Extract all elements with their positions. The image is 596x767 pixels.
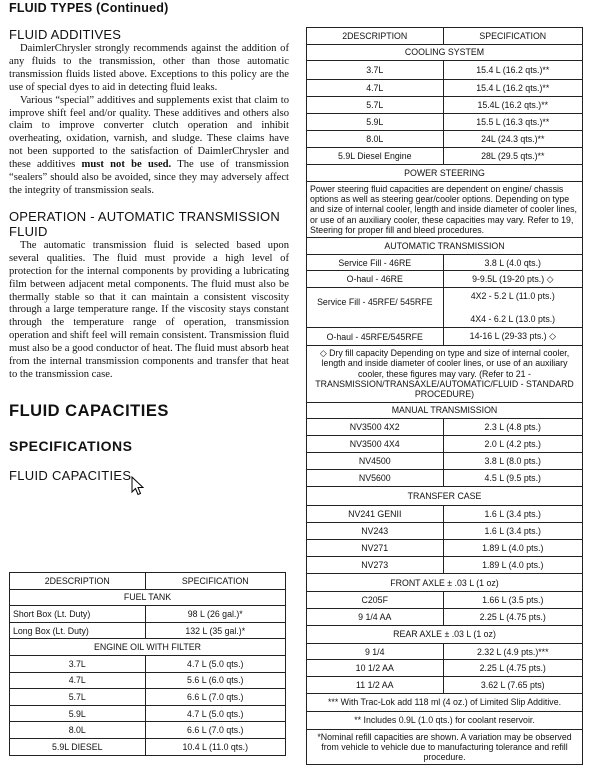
cell-description: 10 1/2 AA [307, 660, 444, 677]
cell-description: 9 1/4 [307, 643, 444, 660]
diamond-icon: ◇ [549, 331, 556, 342]
section-row-engine-oil [10, 639, 286, 656]
cell-specification [443, 271, 583, 288]
table-row [307, 254, 583, 271]
table-row [10, 705, 286, 722]
section-label: MANUAL TRANSMISSION [307, 402, 583, 419]
cell-description: NV3500 4X2 [307, 419, 444, 436]
column-header-description: 2DESCRIPTION [10, 573, 146, 590]
table-row [10, 672, 286, 689]
cell-description: 5.7L [10, 689, 146, 706]
cell-description: NV243 [307, 523, 444, 540]
spec-text-4x2: 4X2 - 5.2 L (11.0 pts.) [470, 291, 555, 302]
right-capacities-table [306, 27, 583, 765]
cell-specification: 2.25 L (4.75 pts.) [443, 608, 583, 625]
table-row [307, 97, 583, 114]
cell-description: 4.7L [307, 80, 444, 97]
cell-specification: 2.25 L (4.75 pts.) [443, 660, 583, 677]
cell-description: O-haul - 46RE [307, 271, 444, 288]
table-row [307, 328, 583, 346]
footnote-row [307, 711, 583, 729]
section-label: FRONT AXLE ± .03 L (1 oz) [307, 574, 583, 592]
section-label: TRANSFER CASE [307, 487, 583, 506]
footnote-row [307, 729, 583, 765]
table-header-row [307, 28, 583, 45]
left-capacities-table [9, 572, 286, 756]
cell-description: NV241 GENII [307, 506, 444, 523]
section-row-power-steering [307, 165, 583, 182]
table-row [307, 557, 583, 574]
table-row [307, 676, 583, 693]
cell-specification: 4.7 L (5.0 qts.) [145, 705, 286, 722]
table-row [307, 288, 583, 328]
cell-description: 3.7L [10, 655, 146, 672]
table-row [307, 540, 583, 557]
cell-specification: 1.89 L (4.0 pts.) [443, 557, 583, 574]
cell-description: 5.9L Diesel Engine [307, 148, 444, 165]
cell-specification: 6.6 L (7.0 qts.) [145, 722, 286, 739]
right-column [306, 27, 583, 765]
table-row [307, 523, 583, 540]
section-row-fuel-tank [10, 589, 286, 606]
operation-heading: OPERATION - AUTOMATIC TRANSMISSION FLUID [9, 208, 280, 239]
section-label: ENGINE OIL WITH FILTER [10, 639, 286, 656]
section-label: FUEL TANK [10, 589, 286, 606]
cell-description: Long Box (Lt. Duty) [10, 622, 146, 639]
cell-specification: 15.4L (16.2 qts.)** [443, 97, 583, 114]
table-row [10, 689, 286, 706]
power-steering-note-row [307, 181, 583, 237]
cell-specification: 15.4 L (16.2 qts.)** [443, 61, 583, 80]
footnote-row [307, 693, 583, 711]
column-header-description: 2DESCRIPTION [307, 28, 444, 45]
cell-specification: 15.4 L (16.2 qts.)** [443, 80, 583, 97]
table-row [307, 643, 583, 660]
table-header-row [10, 573, 286, 590]
cell-specification: 1.66 L (3.5 pts.) [443, 592, 583, 609]
section-label: COOLING SYSTEM [307, 44, 583, 61]
table-row [307, 470, 583, 487]
cell-description: 5.9L [10, 705, 146, 722]
cell-specification: 6.6 L (7.0 qts.) [145, 689, 286, 706]
specifications-heading: SPECIFICATIONS [9, 437, 133, 454]
cell-specification: 3.62 L (7.65 pts) [443, 676, 583, 693]
cell-description: 5.9L [307, 114, 444, 131]
section-row-transfer-case [307, 487, 583, 506]
table-row [307, 608, 583, 625]
section-row-cooling-system [307, 44, 583, 61]
cell-description: O-haul - 45RFE/545RFE [307, 328, 444, 346]
cell-description: 8.0L [10, 722, 146, 739]
additives-paragraph-2 [9, 95, 289, 198]
cell-specification: 24L (24.3 qts.)** [443, 131, 583, 148]
diamond-icon: ◇ [546, 273, 554, 284]
footnote-single-star: *Nominal refill capacities are shown. A variation may be observed from vehicle to vehicle due to manufacturing tolerance and refill procedure. [307, 729, 583, 765]
table-row [307, 592, 583, 609]
left-column [9, 0, 289, 483]
cell-specification: 1.6 L (3.4 pts.) [443, 523, 583, 540]
cell-description: 4.7L [10, 672, 146, 689]
cell-description: NV273 [307, 557, 444, 574]
table-row [307, 271, 583, 288]
fluid-additives-heading: FLUID ADDITIVES [9, 27, 122, 42]
table-row [307, 80, 583, 97]
fluid-capacities-subheading: FLUID CAPACITIES [9, 467, 132, 483]
section-label: REAR AXLE ± .03 L (1 oz) [307, 625, 583, 643]
cell-specification: 15.5 L (16.3 qts.)** [443, 114, 583, 131]
diamond-icon: ◇ [319, 348, 327, 359]
cell-specification: 2.0 L (4.2 pts.) [443, 436, 583, 453]
section-row-front-axle [307, 574, 583, 592]
cell-specification: 3.8 L (4.0 qts.) [443, 254, 583, 271]
table-row [10, 606, 286, 623]
table-row [10, 738, 286, 755]
section-label: POWER STEERING [307, 165, 583, 182]
cell-specification: 132 L (35 gal.)* [145, 622, 286, 639]
note-text: Dry fill capacity Depending on type and size of internal cooler, length and inside diameter of cooler lines, or use of an auxiliary cooler, these figures may vary. (Refer to 21 - TRANSMISSION/TRANSAXLE/AUTOMATIC/FLUID - STANDARD PROCEDURE) [315, 348, 574, 400]
cell-description: 5.9L DIESEL [10, 738, 146, 755]
table-row [307, 131, 583, 148]
cell-description: Service Fill - 46RE [307, 254, 444, 271]
cell-specification: 4.7 L (5.0 qts.) [145, 655, 286, 672]
cell-description: C205F [307, 592, 444, 609]
fluid-capacities-heading: FLUID CAPACITIES [9, 401, 169, 420]
cell-specification: 4.5 L (9.5 pts.) [443, 470, 583, 487]
mouse-cursor-icon [131, 476, 145, 496]
cell-description: NV3500 4X4 [307, 436, 444, 453]
cell-specification: 2.32 L (4.9 pts.)*** [443, 643, 583, 660]
power-steering-note: Power steering fluid capacities are dependent on engine/ chassis options as well as steering gear/cooler options. Depending on type and size of internal cooler, length and inside diameter of cooler lines, or use of an auxiliary cooler, these capacities may vary. Refer to 19, Steering for proper fill and bleed procedures. [307, 181, 583, 237]
auto-trans-note-row [307, 346, 583, 402]
table-row [10, 622, 286, 639]
table-row [307, 660, 583, 677]
cell-specification: 2.3 L (4.8 pts.) [443, 419, 583, 436]
cell-specification: 28L (29.5 qts.)** [443, 148, 583, 165]
page-header-title: FLUID TYPES (Continued) [9, 1, 169, 15]
table-row [307, 114, 583, 131]
section-label: AUTOMATIC TRANSMISSION [307, 238, 583, 255]
cell-specification: 5.6 L (6.0 qts.) [145, 672, 286, 689]
table-row [10, 655, 286, 672]
additives-p2-text-a: Various “special” additives and supplements exist that claim to improve shift feel and/or quality. These additives and others also claim to improve converter clutch operation and inhibit overheating, oxidation, varnish, and sludge. These claims have not been supported to the satisfaction of DaimlerChrysler and these additives [9, 94, 289, 171]
cell-description: 5.7L [307, 97, 444, 114]
additives-paragraph-1: DaimlerChrysler strongly recommends against the addition of any fluids to the transmission, other than those automatic transmission fluids listed above. Exceptions to this policy are the use of special dyes to aid in detecting fluid leaks. [9, 43, 289, 93]
auto-trans-note [307, 346, 583, 402]
cell-description: 11 1/2 AA [307, 676, 444, 693]
section-row-automatic-transmission [307, 238, 583, 255]
additives-p2-text-b: The use of transmission “sealers” should also be avoided, since they may adversely affect the integrity of transmission seals. [9, 159, 289, 196]
cell-description: NV5600 [307, 470, 444, 487]
table-row [307, 506, 583, 523]
additives-p2-bold: must not be used. [81, 159, 172, 171]
table-row [307, 419, 583, 436]
cell-specification [443, 288, 583, 328]
spec-text: 9-9.5L (19-20 pts.) [472, 273, 545, 284]
cell-description: 8.0L [307, 131, 444, 148]
cell-description: 3.7L [307, 61, 444, 80]
table-row [307, 453, 583, 470]
cell-specification: 1.89 L (4.0 pts.) [443, 540, 583, 557]
footnote-double-star: ** Includes 0.9L (1.0 qts.) for coolant reservoir. [307, 711, 583, 729]
spec-text: 14-16 L (29-33 pts.) [469, 331, 547, 342]
table-row [10, 722, 286, 739]
cell-description: NV271 [307, 540, 444, 557]
cell-specification [443, 328, 583, 346]
section-row-rear-axle [307, 625, 583, 643]
cell-description: 9 1/4 AA [307, 608, 444, 625]
section-row-manual-transmission [307, 402, 583, 419]
cell-specification: 10.4 L (11.0 qts.) [145, 738, 286, 755]
cell-description: NV4500 [307, 453, 444, 470]
column-header-specification: SPECIFICATION [443, 28, 583, 45]
operation-paragraph: The automatic transmission fluid is selected based upon several qualities. The fluid must provide a high level of protection for the internal components by providing a lubricating film between adjacent metal components. The fluid must also be thermally stable so that it can maintain a consistent viscosity through a large temperature range. If the viscosity stays constant through the temperature range of operation, transmission operation and shift feel will remain consistent. Transmission fluid must also be a good conductor of heat. The fluid must absorb heat from the internal transmission components and transfer that heat to the transmission case. [9, 239, 289, 380]
cell-specification: 1.6 L (3.4 pts.) [443, 506, 583, 523]
cell-description: Short Box (Lt. Duty) [10, 606, 146, 623]
footnote-triple-star: *** With Trac-Lok add 118 ml (4 oz.) of Limited Slip Additive. [307, 693, 583, 711]
column-header-specification: SPECIFICATION [145, 573, 286, 590]
cell-description: Service Fill - 45RFE/ 545RFE [307, 288, 444, 328]
table-row [307, 61, 583, 80]
table-row [307, 148, 583, 165]
table-row [307, 436, 583, 453]
cell-specification: 98 L (26 gal.)* [145, 606, 286, 623]
cell-specification: 3.8 L (8.0 pts.) [443, 453, 583, 470]
spec-text-4x4: 4X4 - 6.2 L (13.0 pts.) [470, 314, 556, 325]
